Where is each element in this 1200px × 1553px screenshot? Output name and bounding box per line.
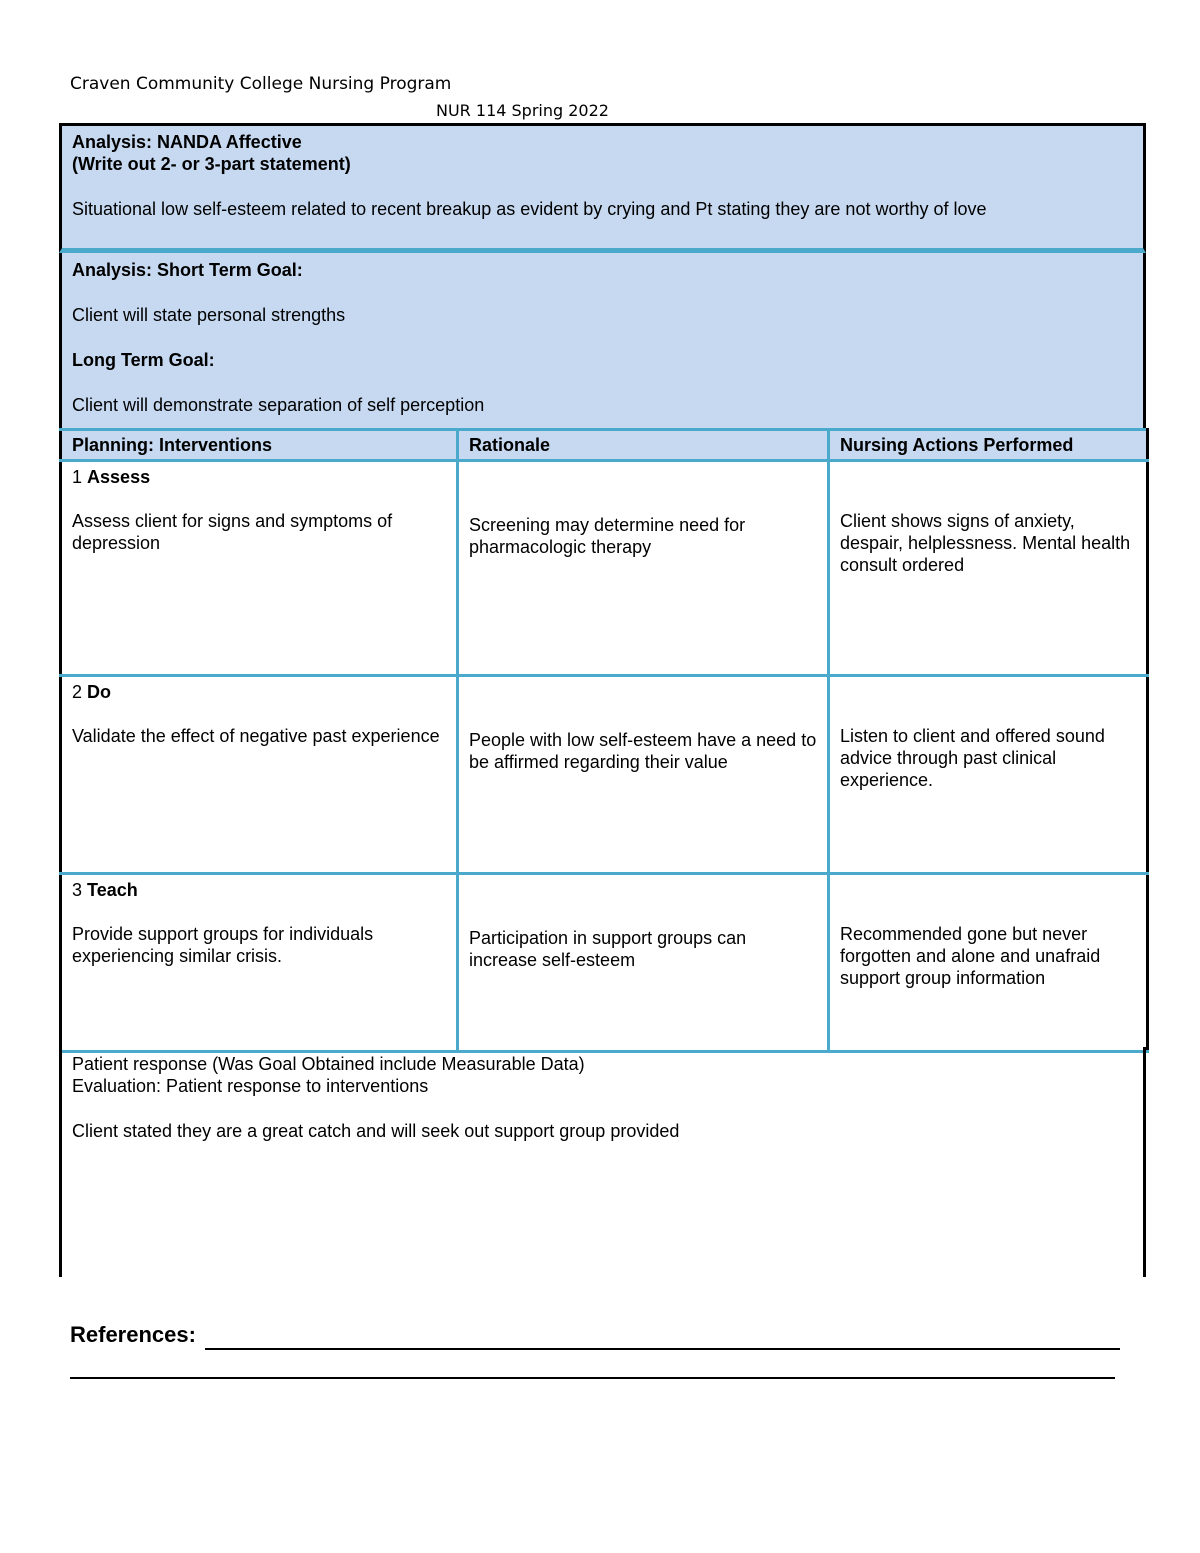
table-row xyxy=(61,874,1148,1052)
evaluation-line-1: Patient response (Was Goal Obtained include Measurable Data) xyxy=(72,1054,585,1074)
evaluation-line-2: Evaluation: Patient response to interventions xyxy=(72,1076,429,1096)
nanda-subtitle: (Write out 2- or 3-part statement) xyxy=(72,154,351,174)
rationale-text: Participation in support groups can increase self-esteem xyxy=(469,928,747,970)
table-row xyxy=(61,461,1148,676)
header-interventions: Planning: Interventions xyxy=(61,430,458,461)
action-cell xyxy=(829,874,1148,1052)
rationale-cell xyxy=(458,461,829,676)
interventions-table xyxy=(59,428,1149,1053)
nanda-title: Analysis: NANDA Affective xyxy=(72,132,302,152)
nanda-section xyxy=(59,123,1146,253)
action-text: Recommended gone but never forgotten and alone and unafraid support group information xyxy=(840,924,1101,988)
intervention-text: Assess client for signs and symptoms of depression xyxy=(72,511,393,553)
short-term-goal-text: Client will state personal strengths xyxy=(72,305,346,325)
header-rationale: Rationale xyxy=(458,430,829,461)
long-term-goal-label: Long Term Goal: xyxy=(72,350,215,370)
rationale-cell xyxy=(458,676,829,874)
long-term-goal-text: Client will demonstrate separation of self perception xyxy=(72,395,485,415)
action-cell xyxy=(829,676,1148,874)
rationale-cell xyxy=(458,874,829,1052)
step-label: Assess xyxy=(87,467,151,487)
intervention-cell xyxy=(61,676,458,874)
step-number: 1 xyxy=(72,467,83,487)
evaluation-section xyxy=(59,1047,1146,1277)
patient-response: Client stated they are a great catch and will seek out support group provided xyxy=(72,1121,680,1141)
step-number: 2 xyxy=(72,682,83,702)
action-cell xyxy=(829,461,1148,676)
action-text: Listen to client and offered sound advice through past clinical experience. xyxy=(840,726,1105,790)
table-header-row xyxy=(61,430,1148,461)
header-actions: Nursing Actions Performed xyxy=(829,430,1148,461)
nanda-statement: Situational low self-esteem related to recent breakup as evident by crying and Pt stating they are not worthy of love xyxy=(72,199,987,219)
step-label: Do xyxy=(87,682,112,702)
step-label: Teach xyxy=(87,880,138,900)
intervention-text: Validate the effect of negative past experience xyxy=(72,726,440,746)
references-label: References: xyxy=(70,1322,196,1347)
rationale-text: People with low self-esteem have a need to be affirmed regarding their value xyxy=(469,730,817,772)
action-text: Client shows signs of anxiety, despair, helplessness. Mental health consult ordered xyxy=(840,511,1131,575)
references-line xyxy=(205,1348,1120,1350)
step-number: 3 xyxy=(72,880,83,900)
references-line xyxy=(70,1377,1115,1379)
college-header: Craven Community College Nursing Program xyxy=(70,74,452,94)
table-row xyxy=(61,676,1148,874)
intervention-cell xyxy=(61,874,458,1052)
short-term-goal-label: Analysis: Short Term Goal: xyxy=(72,260,303,280)
rationale-text: Screening may determine need for pharmacologic therapy xyxy=(469,515,746,557)
intervention-cell xyxy=(61,461,458,676)
course-header: NUR 114 Spring 2022 xyxy=(436,101,609,120)
intervention-text: Provide support groups for individuals experiencing similar crisis. xyxy=(72,924,374,966)
goals-section xyxy=(59,253,1146,429)
